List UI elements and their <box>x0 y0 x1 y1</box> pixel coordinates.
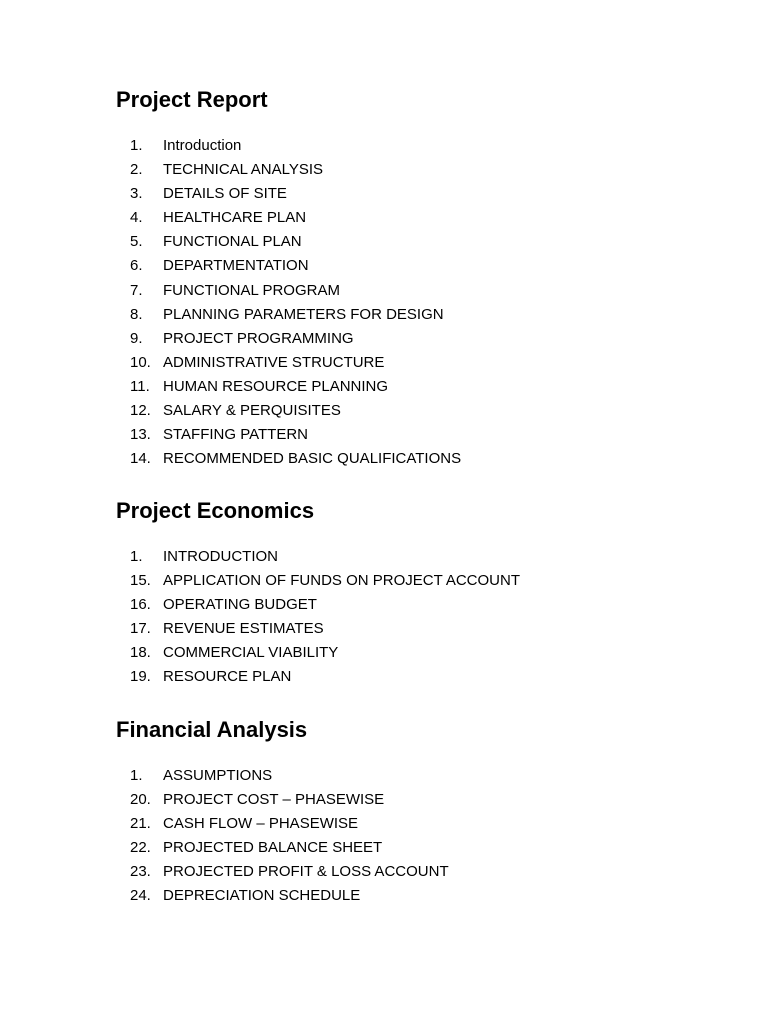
list-item <box>130 327 461 351</box>
item-label: INTRODUCTION <box>163 548 278 565</box>
item-number: 11. <box>130 377 150 395</box>
toc-list <box>130 764 449 909</box>
item-number: 8. <box>130 305 143 323</box>
item-label: RESOURCE PLAN <box>163 668 292 686</box>
item-number: 15. <box>130 572 151 590</box>
item-number: 7. <box>130 281 143 299</box>
section-project-economics <box>116 498 716 686</box>
list-item <box>130 593 520 617</box>
item-number: 1. <box>130 767 143 784</box>
section-title: Financial Analysis <box>116 717 308 742</box>
item-label: SALARY & PERQUISITES <box>163 402 341 420</box>
item-label: PLANNING PARAMETERS FOR DESIGN <box>163 305 444 323</box>
item-number: 22. <box>130 839 151 857</box>
item-number: 4. <box>130 209 143 227</box>
list-item <box>130 230 461 254</box>
item-number: 6. <box>130 257 143 275</box>
item-number: 17. <box>130 620 151 638</box>
item-label: COMMERCIAL VIABILITY <box>163 644 339 662</box>
item-number: 3. <box>130 185 143 203</box>
item-number: 1. <box>130 548 143 565</box>
item-number: 19. <box>130 668 151 686</box>
list-item <box>130 158 461 182</box>
section-title: Project Economics <box>116 498 315 523</box>
item-number: 1. <box>130 137 143 154</box>
item-label: REVENUE ESTIMATES <box>163 620 324 638</box>
item-label: CASH FLOW – PHASEWISE <box>163 815 359 833</box>
item-number: 13. <box>130 426 151 444</box>
item-label: RECOMMENDED BASIC QUALIFICATIONS <box>163 450 462 468</box>
item-number: 5. <box>130 233 143 251</box>
item-number: 24. <box>130 887 151 905</box>
item-label: FUNCTIONAL PLAN <box>163 233 302 251</box>
item-number: 21. <box>130 815 151 833</box>
list-item <box>130 447 461 471</box>
toc-list <box>130 545 520 690</box>
list-item <box>130 303 461 327</box>
item-label: TECHNICAL ANALYSIS <box>163 161 324 179</box>
toc-list <box>130 134 461 471</box>
item-number: 12. <box>130 402 151 420</box>
list-item <box>130 423 461 447</box>
list-item <box>130 351 461 375</box>
item-number: 18. <box>130 644 151 662</box>
item-label: DEPARTMENTATION <box>163 257 309 275</box>
item-number: 23. <box>130 863 151 881</box>
item-label: PROJECT PROGRAMMING <box>163 329 354 347</box>
item-number: 20. <box>130 791 151 809</box>
list-item <box>130 182 461 206</box>
item-label: Introduction <box>163 137 242 154</box>
list-item <box>130 545 520 569</box>
item-label: PROJECTED BALANCE SHEET <box>163 839 383 857</box>
item-label: APPLICATION OF FUNDS ON PROJECT ACCOUNT <box>163 572 520 590</box>
item-number: 9. <box>130 329 143 347</box>
list-item <box>130 569 520 593</box>
item-label: DETAILS OF SITE <box>163 185 287 203</box>
item-number: 10. <box>130 353 151 371</box>
item-label: ADMINISTRATIVE STRUCTURE <box>163 353 385 371</box>
list-item <box>130 399 461 423</box>
list-item <box>130 617 520 641</box>
list-item <box>130 788 449 812</box>
list-item <box>130 134 461 158</box>
item-label: FUNCTIONAL PROGRAM <box>163 281 340 299</box>
item-number: 14. <box>130 450 151 468</box>
section-project-report <box>116 87 716 468</box>
item-number: 2. <box>130 161 143 179</box>
item-number: 16. <box>130 596 151 614</box>
list-item <box>130 375 461 399</box>
list-item <box>130 860 449 884</box>
item-label: DEPRECIATION SCHEDULE <box>163 887 361 905</box>
section-financial-analysis <box>116 717 716 905</box>
list-item <box>130 279 461 303</box>
section-title: Project Report <box>116 87 268 112</box>
list-item <box>130 665 520 689</box>
list-item <box>130 641 520 665</box>
list-item <box>130 764 449 788</box>
list-item <box>130 812 449 836</box>
item-label: HEALTHCARE PLAN <box>163 209 307 227</box>
item-label: PROJECTED PROFIT & LOSS ACCOUNT <box>163 863 449 881</box>
list-item <box>130 884 449 908</box>
item-label: HUMAN RESOURCE PLANNING <box>163 377 389 395</box>
list-item <box>130 206 461 230</box>
item-label: OPERATING BUDGET <box>163 596 317 614</box>
item-label: PROJECT COST – PHASEWISE <box>163 791 385 809</box>
item-label: ASSUMPTIONS <box>163 767 273 784</box>
list-item <box>130 254 461 278</box>
item-label: STAFFING PATTERN <box>163 426 308 444</box>
list-item <box>130 836 449 860</box>
